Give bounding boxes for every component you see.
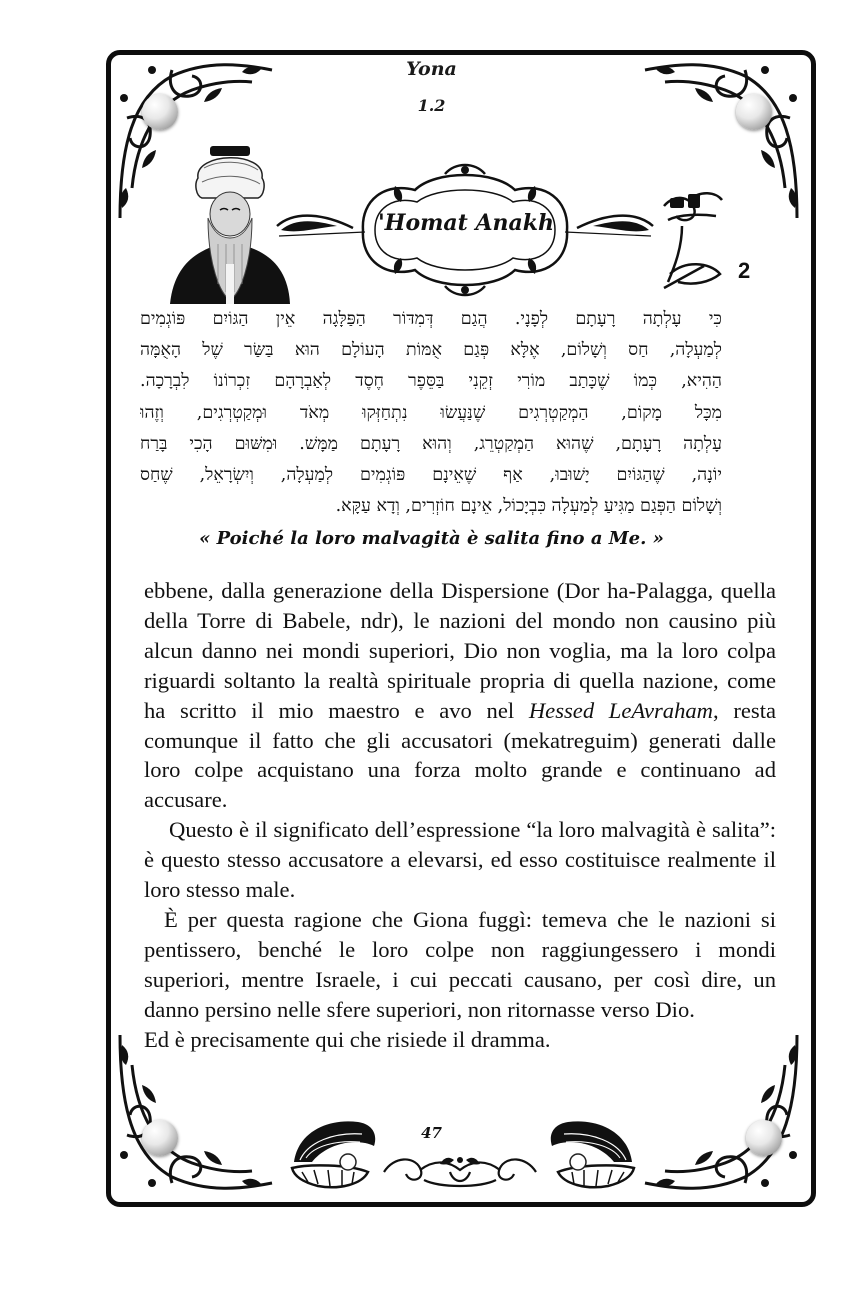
paragraph: Questo è il significato dell’espressione “la loro malvagità è salita”: è questo stesso accusatore a elevarsi, ed esso costituisce realmente il loro stesso male. bbox=[144, 817, 776, 903]
hebrew-line: יוֹנָה, שֶׁהַגּוֹיִם יָשׁוּבוּ, אַף שֶׁאֵינָם פּוֹגְמִים לְמַעְלָה, וְיִשְׂרָאֵל, שֶׁחַס bbox=[140, 465, 722, 486]
paragraph bbox=[144, 576, 776, 815]
hebrew-line: וְשָׁלוֹם הַפְּגַם מַגִּיעַ לְמַעְלָה כִּבְיָכוֹל, אֵינָם חוֹזְרִים, וְדָא עַקָּא. bbox=[335, 496, 722, 517]
hebrew-line: לְמַעְלָה, חַס וְשָׁלוֹם, אֶלָּא פְּגַם אֻמּוֹת הָעוֹלָם הוּא בַּשַּׂר שֶׁל הָאֻמָּה bbox=[140, 340, 722, 361]
author-signature-icon bbox=[660, 186, 730, 291]
hebrew-line: הַהִיא, כְּמוֹ שֶׁכָּתַב מוֹרִי זְקֵנִי בַּסֵּפֶר חֶסֶד לְאַבְרָהָם זִכְרוֹנוֹ לִבְרָכָה. bbox=[140, 371, 722, 392]
page-number: 47 bbox=[421, 1124, 442, 1142]
paragraph: Ed è precisamente qui che risiede il dramma. bbox=[144, 1026, 551, 1052]
corner-ornament-bottom-right bbox=[640, 1030, 805, 1195]
running-title: Yona bbox=[406, 58, 457, 80]
paragraph: È per questa ragione che Giona fuggì: temeva che le nazioni si pentissero, benché le loro colpe non raggiungessero i mondi superiori, mentre Israele, i cui peccati causano, per così dire, un danno persino nelle sfere superiori, non ritornasse verso Dio. bbox=[144, 906, 776, 1022]
bottom-flourish-ornament bbox=[380, 1150, 540, 1192]
italian-translation bbox=[144, 576, 776, 1055]
author-number: 2 bbox=[738, 258, 751, 283]
section-number: 1.2 bbox=[417, 96, 446, 115]
corner-ornament-bottom-left bbox=[112, 1030, 277, 1195]
verse-quote: « Poiché la loro malvagità è salita fino a Me. » bbox=[199, 528, 664, 549]
hebrew-source-text bbox=[140, 304, 722, 522]
cartouche-title: 'Homat Anakh bbox=[377, 210, 555, 236]
hebrew-line: מִכָּל מָקוֹם, הַמְקַטְרְגִים שֶׁנַּעֲשׂוּ נִתְחַזְּקוּ מְאֹד וּמְקַטְרְגִים, וְזֶהוּ bbox=[140, 402, 722, 423]
paragraph-text: , resta comunque il fatto che gli accusatori (mekatreguim) generati dalle loro colpe acquistano una forza molto grande e continuano ad accusare. bbox=[144, 697, 776, 813]
hebrew-line: כִּי עָלְתָה רָעָתָם לְפָנָי. הֲגַם דְּמִדּוֹר הַפַּלָּגָה אֵין הַגּוֹיִם פּוֹגְמִים bbox=[140, 309, 722, 329]
book-title: Hessed LeAvraham bbox=[528, 697, 713, 723]
rabbi-portrait-illustration bbox=[168, 144, 292, 304]
paragraph-text: ebbene, dalla generazione della Dispersione (Dor ha-Palagga, quella della Torre di Babele, ndr), le nazioni del mondo non causino più alcun danno nei mondi superiori, Dio non voglia, ma la loro colpa riguardi soltanto la realtà spirituale propria di quella nazione, come ha scritto il mio maestro e avo nel bbox=[144, 578, 776, 723]
hebrew-line: עָלְתָה רָעָתָם, שֶׁהוּא הַמְקַטְרֵג, וְהוּא רָעָתָם מַמָּשׁ. וּמִשּׁוּם הָכִי בָּרַח bbox=[140, 433, 722, 454]
